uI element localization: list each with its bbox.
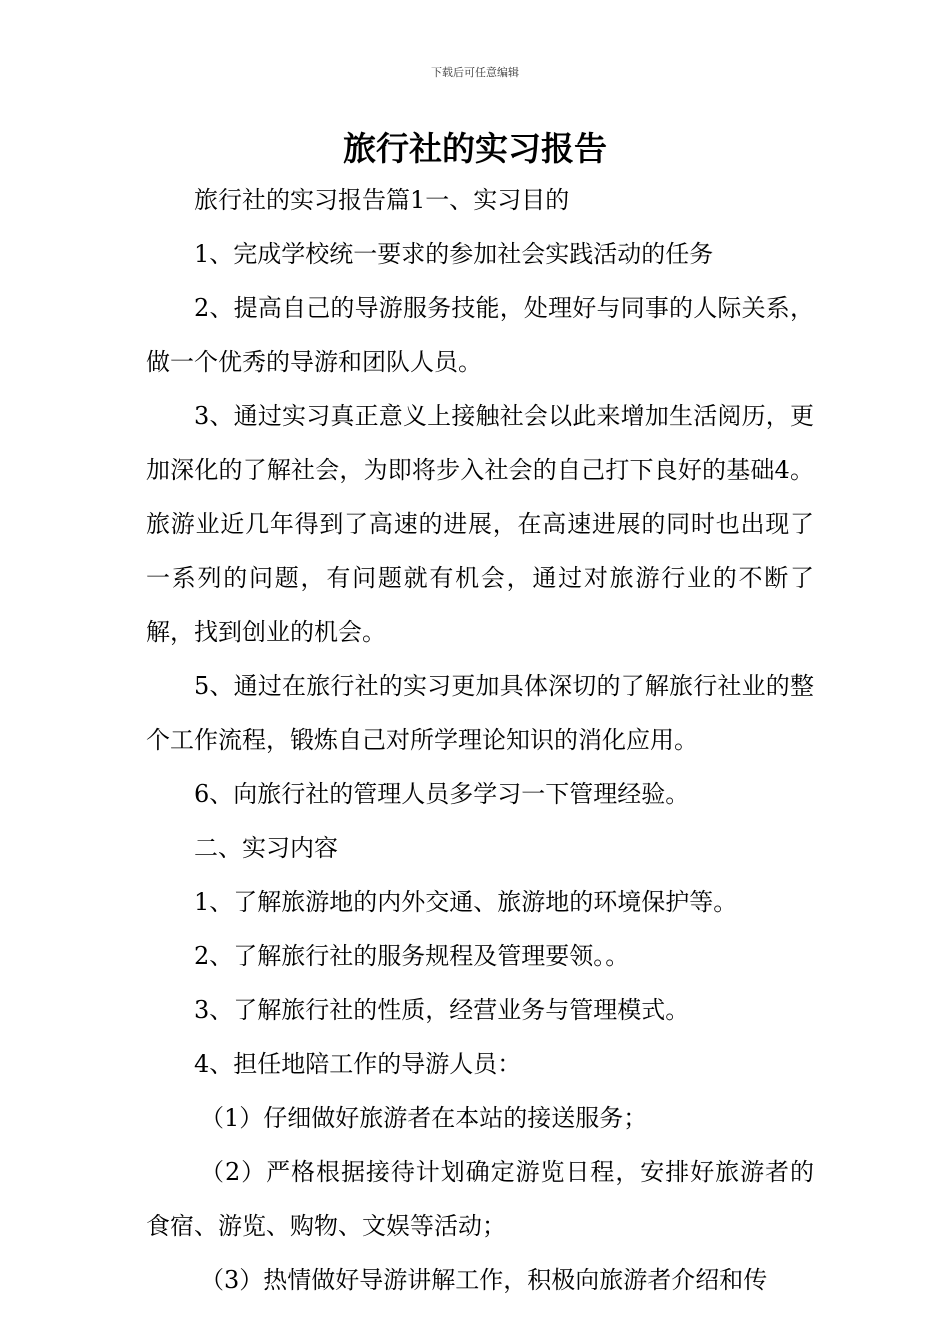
document-title: 旅行社的实习报告 xyxy=(343,129,607,168)
document-body xyxy=(146,173,814,1307)
paragraph: 旅行社的实习报告篇1一、实习目的 xyxy=(194,186,570,214)
paragraph: 1、了解旅游地的内外交通、旅游地的环境保护等。 xyxy=(194,888,738,916)
sub-item: （3）热情做好导游讲解工作，积极向旅游者介绍和传 xyxy=(200,1266,768,1294)
sub-item: （2）严格根据接待计划确定游览日程，安排好旅游者的食宿、游览、购物、文娱等活动； xyxy=(146,1158,814,1240)
sub-item: （1）仔细做好旅游者在本站的接送服务； xyxy=(200,1104,648,1132)
header-note: 下载后可任意编辑 xyxy=(431,66,519,79)
paragraph: 6、向旅行社的管理人员多学习一下管理经验。 xyxy=(194,780,690,808)
paragraph: 2、了解旅行社的服务规程及管理要领。。 xyxy=(194,942,630,970)
paragraph: 2、提高自己的导游服务技能，处理好与同事的人际关系，做一个优秀的导游和团队人员。 xyxy=(146,294,814,376)
paragraph: 5、通过在旅行社的实习更加具体深切的了解旅行社业的整个工作流程，锻炼自己对所学理论知识的消化应用。 xyxy=(146,672,814,754)
paragraph: 3、通过实习真正意义上接触社会以此来增加生活阅历，更加深化的了解社会，为即将步入社会的自己打下良好的基础4。旅游业近几年得到了高速的进展，在高速进展的同时也出现了一系列的问题，有问题就有机会，通过对旅游行业的不断了解，找到创业的机会。 xyxy=(146,402,814,646)
section-heading: 二、实习内容 xyxy=(194,834,338,862)
paragraph: 1、完成学校统一要求的参加社会实践活动的任务 xyxy=(194,240,714,268)
paragraph: 4、担任地陪工作的导游人员： xyxy=(194,1050,522,1078)
paragraph: 3、了解旅行社的性质，经营业务与管理模式。 xyxy=(194,996,690,1024)
